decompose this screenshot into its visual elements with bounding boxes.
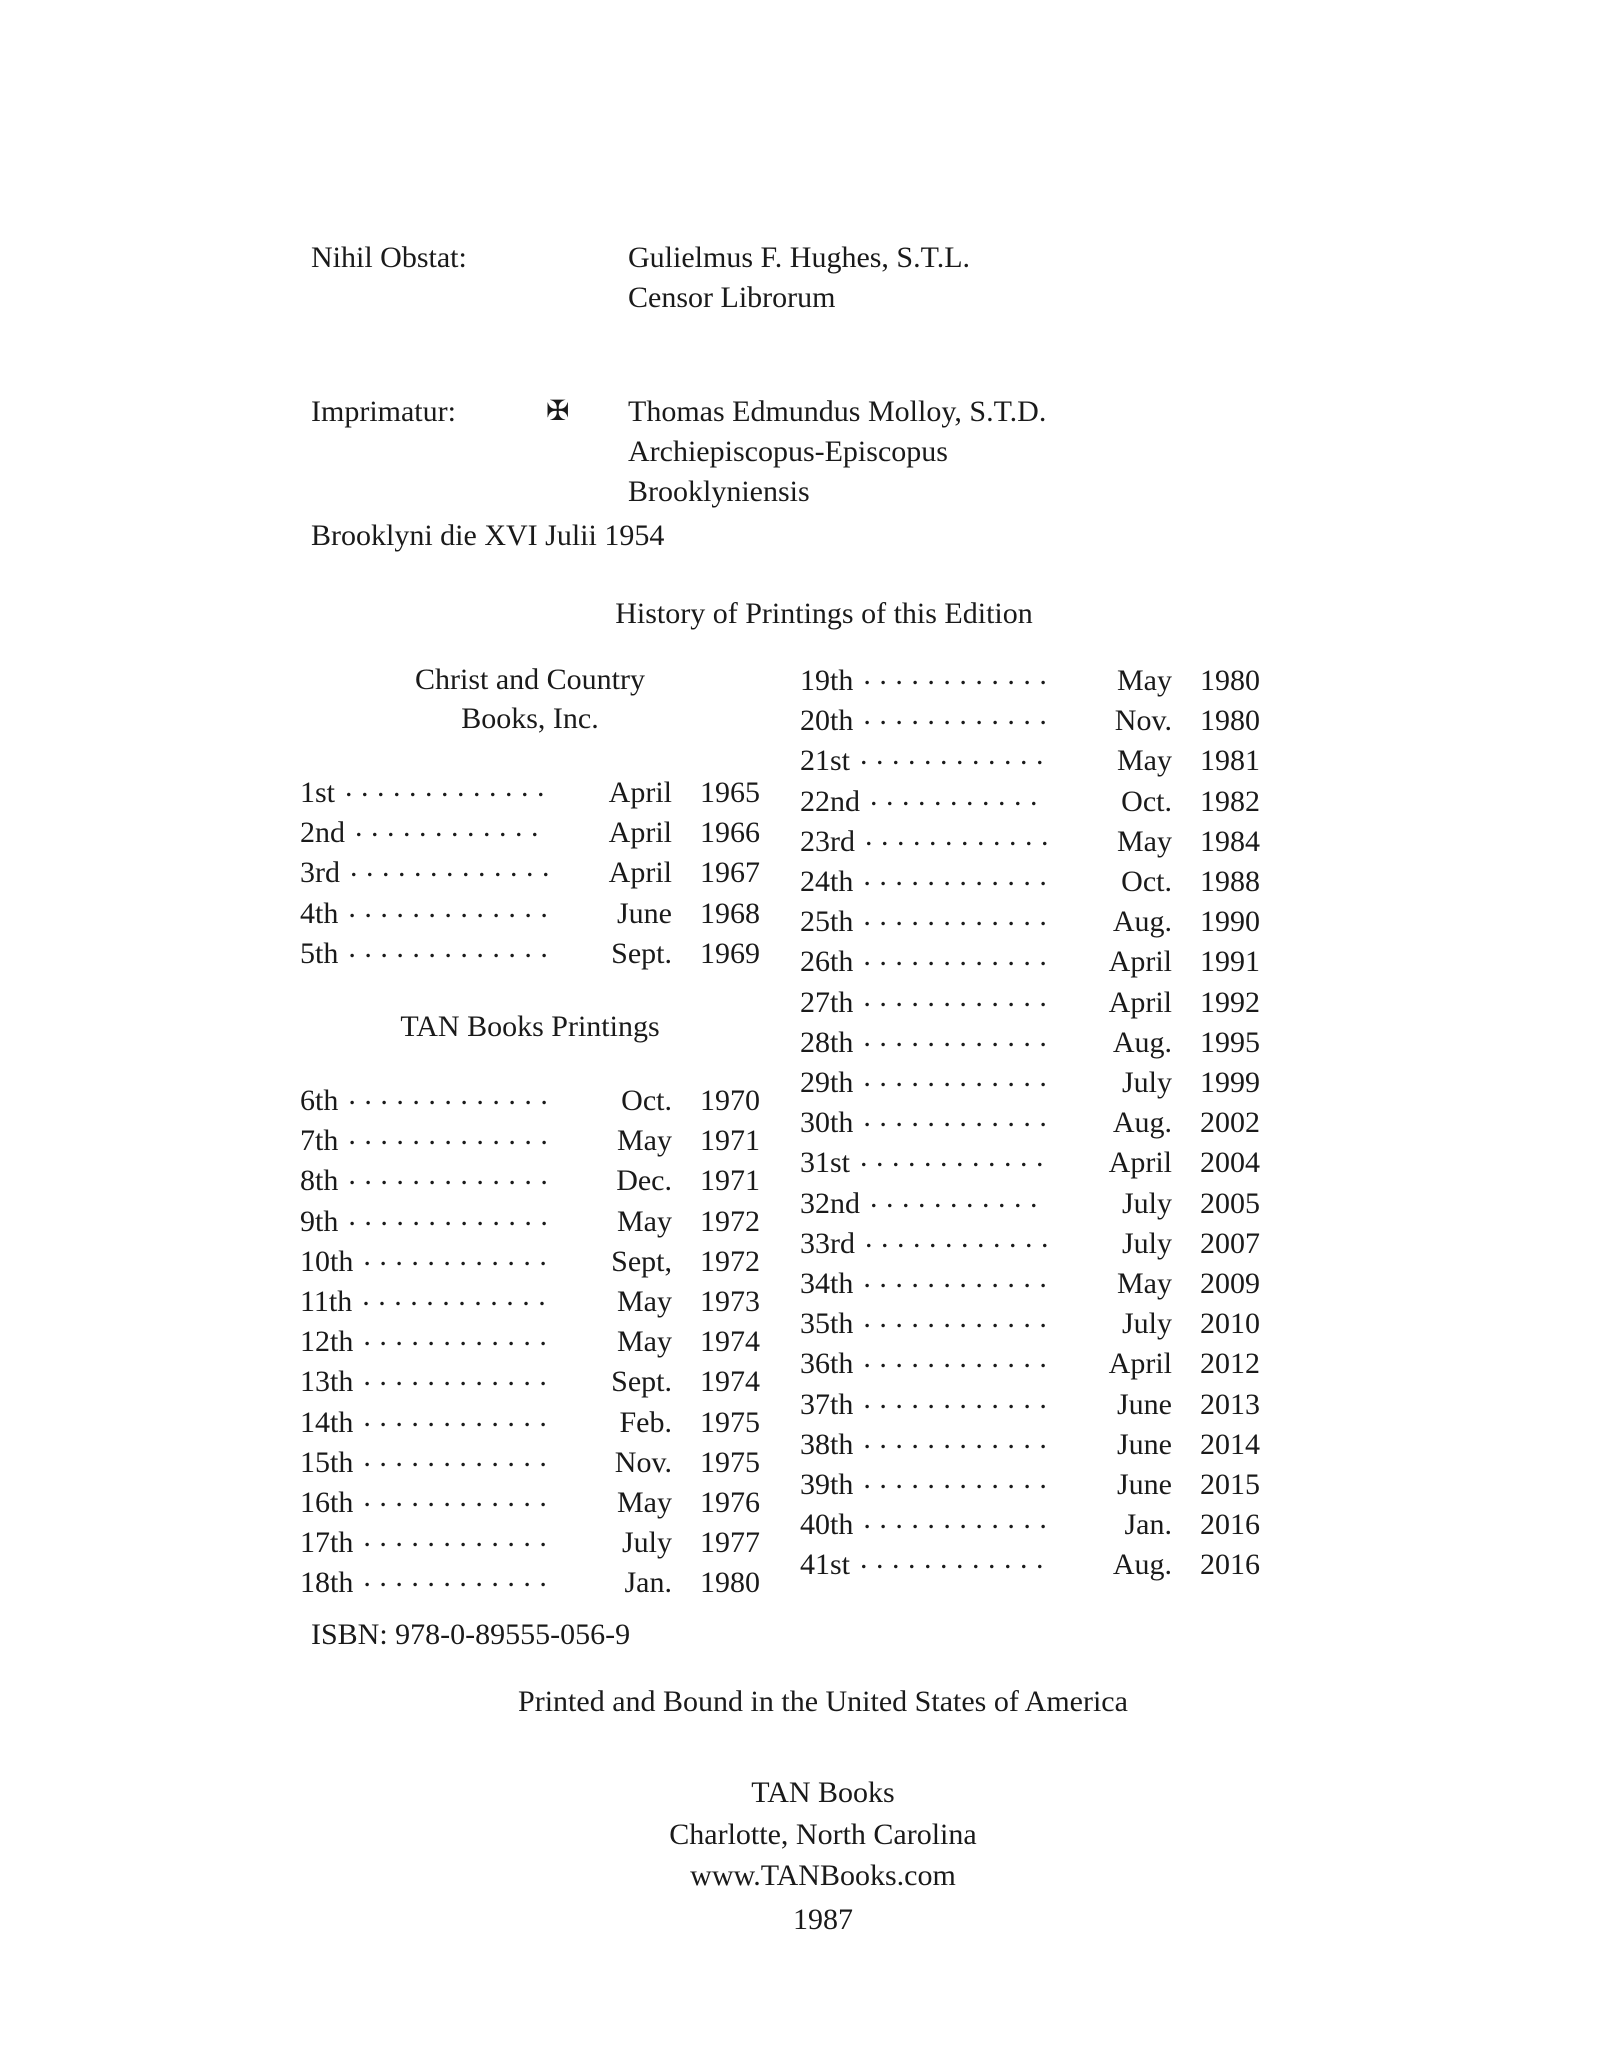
- dotted-leader: [348, 1201, 548, 1231]
- printing-row: [300, 1160, 760, 1200]
- dotted-leader: [863, 861, 1048, 891]
- dotted-leader: [348, 1080, 548, 1110]
- printing-row: [800, 1223, 1260, 1263]
- printing-ordinal: 20th: [800, 704, 854, 738]
- printing-year: 2002: [1200, 1106, 1260, 1140]
- printing-ordinal: 30th: [800, 1106, 854, 1140]
- dotted-leader: [863, 982, 1048, 1012]
- printing-year: 1974: [700, 1365, 760, 1399]
- printing-ordinal: 3rd: [300, 856, 340, 890]
- dotted-leader: [870, 1183, 1048, 1213]
- printing-month: June: [1117, 1427, 1172, 1461]
- dotted-leader: [863, 700, 1048, 730]
- printing-history-right-column: [800, 660, 1260, 1603]
- printing-ordinal: 32nd: [800, 1186, 860, 1220]
- printing-month: Dec.: [616, 1164, 672, 1198]
- imprint-block: [0, 1772, 1600, 1940]
- printing-year: 2016: [1200, 1508, 1260, 1542]
- printing-row: [800, 1142, 1260, 1182]
- printing-row: [800, 1102, 1260, 1142]
- printing-ordinal: 22nd: [800, 784, 860, 818]
- printing-month: May: [617, 1325, 672, 1359]
- printing-row: [300, 772, 760, 812]
- printing-year: 1968: [700, 896, 760, 930]
- printing-year: 1972: [700, 1204, 760, 1238]
- printing-ordinal: 15th: [300, 1445, 354, 1479]
- printing-row: [800, 1062, 1260, 1102]
- printing-row: [800, 700, 1260, 740]
- printing-ordinal: 31st: [800, 1146, 851, 1180]
- printing-month: May: [1117, 664, 1172, 697]
- printing-month: May: [617, 1285, 672, 1319]
- printing-row: [800, 740, 1260, 780]
- printing-ordinal: 4th: [300, 896, 339, 930]
- printing-month: Sept.: [611, 1365, 672, 1399]
- printing-month: Aug.: [1112, 1548, 1172, 1582]
- censor-title: Censor Librorum: [628, 281, 836, 314]
- dotted-leader: [348, 933, 548, 963]
- nihil-obstat-label: Nihil Obstat:: [311, 241, 467, 274]
- dotted-leader: [863, 1384, 1048, 1414]
- printing-year: 2005: [1200, 1186, 1260, 1220]
- dotted-leader: [363, 1402, 548, 1432]
- tan-printing-list-right: [800, 660, 1260, 1585]
- printing-row: [300, 1442, 760, 1482]
- printing-month: July: [621, 1526, 672, 1560]
- printing-month: June: [1117, 1387, 1172, 1421]
- printing-month: April: [608, 816, 672, 850]
- printing-ordinal: 35th: [800, 1307, 854, 1341]
- dotted-leader: [863, 1504, 1048, 1534]
- printing-year: 1999: [1200, 1066, 1260, 1100]
- bishop-see: Brooklyniensis: [628, 475, 810, 508]
- printing-year: 1975: [700, 1405, 760, 1439]
- printing-ordinal: 12th: [300, 1325, 354, 1359]
- place-and-date: Brooklyni die XVI Julii 1954: [311, 519, 665, 552]
- nihil-obstat-row: [311, 238, 1311, 318]
- printing-row: [800, 1424, 1260, 1464]
- dotted-leader: [355, 812, 548, 842]
- printing-ordinal: 2nd: [300, 816, 345, 850]
- printing-year: 1995: [1200, 1025, 1260, 1059]
- dotted-leader: [870, 781, 1048, 811]
- printing-month: June: [617, 896, 672, 930]
- printing-year: 1971: [700, 1124, 760, 1158]
- imprimatur-row: [311, 392, 1311, 512]
- dotted-leader: [363, 1442, 548, 1472]
- printing-month: May: [617, 1124, 672, 1158]
- printing-year: 1984: [1200, 824, 1260, 858]
- printing-row: [800, 660, 1260, 700]
- printing-month: Nov.: [614, 1445, 672, 1479]
- isbn-line: ISBN: 978-0-89555-056-9: [311, 1618, 631, 1651]
- imprint-name: TAN Books: [751, 1776, 895, 1809]
- printing-row: [800, 1343, 1260, 1383]
- printing-row: [300, 1361, 760, 1401]
- printing-ordinal: 41st: [800, 1548, 851, 1582]
- bishop-title: Archiepiscopus-Episcopus: [628, 435, 948, 468]
- printing-month: Jan.: [1124, 1508, 1172, 1542]
- printing-year: 1976: [700, 1486, 760, 1520]
- printing-year: 1991: [1200, 945, 1260, 979]
- printing-month: April: [1108, 1347, 1172, 1381]
- printing-ordinal: 5th: [300, 936, 339, 970]
- printing-month: April: [1108, 985, 1172, 1019]
- printing-row: [300, 812, 760, 852]
- printing-ordinal: 37th: [800, 1387, 854, 1421]
- printing-month: Nov.: [1114, 704, 1172, 738]
- printing-year: 1970: [700, 1084, 760, 1118]
- printing-ordinal: 36th: [800, 1347, 854, 1381]
- printing-month: June: [1117, 1468, 1172, 1502]
- dotted-leader: [863, 941, 1048, 971]
- printing-row: [800, 901, 1260, 941]
- printing-ordinal: 17th: [300, 1526, 354, 1560]
- christ-and-country-printing-list: [300, 772, 760, 973]
- printing-row: [300, 1080, 760, 1120]
- printing-row: [300, 1522, 760, 1562]
- printing-month: Aug.: [1112, 1106, 1172, 1140]
- printing-row: [800, 1303, 1260, 1343]
- printing-row: [300, 1201, 760, 1241]
- tan-printing-list-left: [300, 1080, 760, 1603]
- printing-month: July: [1121, 1066, 1172, 1100]
- printing-year: 1982: [1200, 784, 1260, 818]
- printing-month: Jan.: [624, 1566, 672, 1600]
- printing-row: [800, 1022, 1260, 1062]
- dotted-leader: [863, 1464, 1048, 1494]
- printing-ordinal: 16th: [300, 1486, 354, 1520]
- imprint-year: 1987: [793, 1902, 853, 1936]
- history-of-printings-heading: History of Printings of this Edition: [615, 597, 1033, 630]
- printing-year: 2007: [1200, 1226, 1260, 1260]
- printing-month: July: [1121, 1186, 1172, 1220]
- dotted-leader: [863, 1022, 1048, 1052]
- publisher-heading-line-1: Christ and Country: [415, 663, 645, 696]
- printing-year: 2013: [1200, 1387, 1260, 1421]
- printing-ordinal: 24th: [800, 865, 854, 899]
- printing-row: [300, 1120, 760, 1160]
- maltese-cross-icon: ✠: [546, 396, 570, 427]
- printing-ordinal: 25th: [800, 905, 854, 939]
- publisher-heading-line-2: Books, Inc.: [461, 702, 599, 735]
- printing-ordinal: 39th: [800, 1468, 854, 1502]
- printing-month: May: [1117, 1267, 1172, 1301]
- printing-ordinal: 19th: [800, 664, 854, 697]
- printing-ordinal: 8th: [300, 1164, 339, 1198]
- printing-ordinal: 9th: [300, 1204, 339, 1238]
- printing-row: [300, 1562, 760, 1602]
- printing-ordinal: 33rd: [800, 1226, 855, 1260]
- printing-year: 1975: [700, 1445, 760, 1479]
- printing-row: [300, 1482, 760, 1522]
- dotted-leader: [363, 1361, 548, 1391]
- printing-row: [800, 982, 1260, 1022]
- tan-books-printings-heading: TAN Books Printings: [400, 1010, 660, 1044]
- printing-ordinal: 21st: [800, 744, 851, 778]
- dotted-leader: [860, 1142, 1048, 1172]
- printing-row: [300, 852, 760, 892]
- printing-ordinal: 34th: [800, 1267, 854, 1301]
- printing-year: 1973: [700, 1285, 760, 1319]
- dotted-leader: [350, 852, 548, 882]
- dotted-leader: [865, 821, 1048, 851]
- printing-ordinal: 11th: [300, 1285, 353, 1319]
- printing-year: 1981: [1200, 744, 1260, 778]
- printing-ordinal: 18th: [300, 1566, 354, 1600]
- dotted-leader: [863, 1102, 1048, 1132]
- printing-year: 1972: [700, 1244, 760, 1278]
- printing-month: May: [1117, 744, 1172, 778]
- printing-ordinal: 10th: [300, 1244, 354, 1278]
- printing-year: 2009: [1200, 1267, 1260, 1301]
- printing-ordinal: 6th: [300, 1084, 339, 1118]
- printing-month: Sept,: [611, 1244, 672, 1278]
- printing-year: 2012: [1200, 1347, 1260, 1381]
- printing-ordinal: 38th: [800, 1427, 854, 1461]
- printing-year: 1980: [1200, 664, 1260, 697]
- printing-row: [800, 781, 1260, 821]
- printing-year: 1988: [1200, 865, 1260, 899]
- imprimatur-names: [628, 392, 1311, 512]
- printing-year: 2010: [1200, 1307, 1260, 1341]
- printing-month: May: [1117, 824, 1172, 858]
- dotted-leader: [863, 1263, 1048, 1293]
- printing-history-left-column: [300, 660, 760, 1603]
- printing-month: May: [617, 1486, 672, 1520]
- dotted-leader: [348, 1120, 548, 1150]
- printing-year: 1969: [700, 936, 760, 970]
- imprimatur-label: Imprimatur:: [311, 395, 456, 428]
- printing-month: Aug.: [1112, 1025, 1172, 1059]
- printing-year: 1992: [1200, 985, 1260, 1019]
- printing-row: [300, 1281, 760, 1321]
- dotted-leader: [860, 1544, 1048, 1574]
- printing-row: [800, 1504, 1260, 1544]
- imprint-website: www.TANBooks.com: [690, 1859, 956, 1892]
- dotted-leader: [348, 893, 548, 923]
- dotted-leader: [863, 1062, 1048, 1092]
- printing-month: Oct.: [1121, 865, 1172, 899]
- printing-ordinal: 40th: [800, 1508, 854, 1542]
- printing-history-columns: [300, 660, 1300, 1603]
- censor-name: Gulielmus F. Hughes, S.T.L.: [628, 241, 971, 274]
- printing-year: 1980: [1200, 704, 1260, 738]
- printing-row: [800, 821, 1260, 861]
- printing-ordinal: 1st: [300, 776, 336, 809]
- printing-month: Sept.: [611, 936, 672, 970]
- printing-month: Oct.: [1121, 784, 1172, 818]
- dotted-leader: [863, 1424, 1048, 1454]
- printing-row: [300, 1241, 760, 1281]
- printing-ordinal: 27th: [800, 985, 854, 1019]
- printing-row: [300, 893, 760, 933]
- printing-ordinal: 13th: [300, 1365, 354, 1399]
- dotted-leader: [860, 740, 1048, 770]
- printing-month: April: [608, 856, 672, 890]
- dotted-leader: [348, 1160, 548, 1190]
- printing-year: 1965: [700, 776, 760, 809]
- printing-row: [300, 1321, 760, 1361]
- printing-year: 1974: [700, 1325, 760, 1359]
- printing-row: [800, 1183, 1260, 1223]
- dotted-leader: [865, 1223, 1048, 1253]
- printing-month: Feb.: [619, 1405, 672, 1439]
- printing-month: Oct.: [621, 1084, 672, 1118]
- printing-year: 1990: [1200, 905, 1260, 939]
- printing-row: [800, 1263, 1260, 1303]
- printing-year: 2014: [1200, 1427, 1260, 1461]
- bishop-name: Thomas Edmundus Molloy, S.T.D.: [628, 395, 1047, 428]
- printing-row: [800, 1464, 1260, 1504]
- printing-month: July: [1121, 1226, 1172, 1260]
- printing-month: April: [608, 776, 672, 809]
- printing-year: 2016: [1200, 1548, 1260, 1582]
- printing-row: [300, 1402, 760, 1442]
- printed-and-bound-line: Printed and Bound in the United States of America: [518, 1685, 1128, 1718]
- printing-year: 1971: [700, 1164, 760, 1198]
- printing-year: 1980: [700, 1566, 760, 1600]
- dotted-leader: [363, 1241, 548, 1271]
- printing-ordinal: 14th: [300, 1405, 354, 1439]
- printing-row: [800, 1544, 1260, 1584]
- printing-ordinal: 7th: [300, 1124, 339, 1158]
- printing-year: 1977: [700, 1526, 760, 1560]
- dotted-leader: [362, 1281, 548, 1311]
- dotted-leader: [363, 1482, 548, 1512]
- printing-year: 1966: [700, 816, 760, 850]
- printing-ordinal: 26th: [800, 945, 854, 979]
- nihil-obstat-names: [628, 238, 1311, 318]
- dotted-leader: [363, 1321, 548, 1351]
- dotted-leader: [863, 901, 1048, 931]
- printing-month: April: [1108, 945, 1172, 979]
- imprint-city: Charlotte, North Carolina: [669, 1817, 977, 1851]
- printing-row: [800, 861, 1260, 901]
- printing-row: [800, 1384, 1260, 1424]
- printing-ordinal: 29th: [800, 1066, 854, 1100]
- printing-month: May: [617, 1204, 672, 1238]
- printing-month: Aug.: [1112, 905, 1172, 939]
- printing-year: 2004: [1200, 1146, 1260, 1180]
- printing-ordinal: 28th: [800, 1025, 854, 1059]
- printing-row: [300, 933, 760, 973]
- printing-month: July: [1121, 1307, 1172, 1341]
- dotted-leader: [363, 1522, 548, 1552]
- printing-month: April: [1108, 1146, 1172, 1180]
- dotted-leader: [863, 1303, 1048, 1333]
- printing-year: 1967: [700, 856, 760, 890]
- ecclesiastical-approval-block: [311, 238, 1311, 512]
- dotted-leader: [863, 1343, 1048, 1373]
- printing-year: 2015: [1200, 1468, 1260, 1502]
- printing-ordinal: 23rd: [800, 824, 855, 858]
- dotted-leader: [345, 772, 548, 802]
- printing-row: [800, 941, 1260, 981]
- dotted-leader: [363, 1562, 548, 1592]
- dotted-leader: [863, 660, 1048, 690]
